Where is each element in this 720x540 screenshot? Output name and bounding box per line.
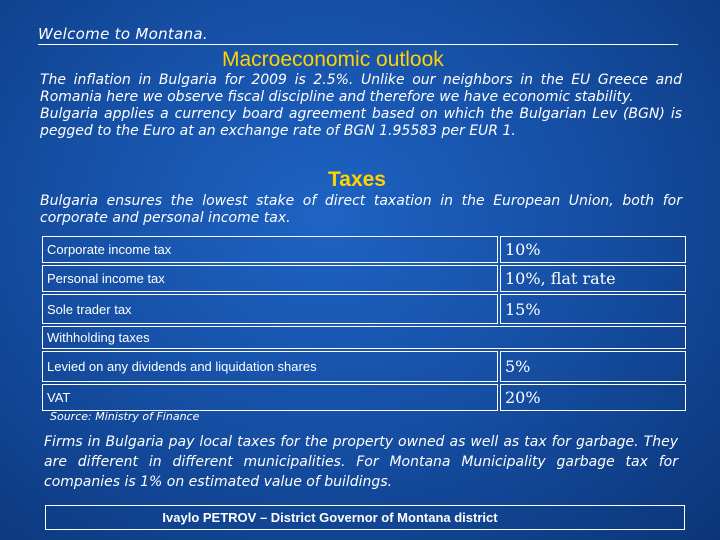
local-taxes-paragraph: Firms in Bulgaria pay local taxes for the property owned as well as tax for garbage. They are different in different municipalities. For Montana Municipality garbage tax for companies is 1% on estimated value of buildings. (44, 434, 678, 490)
footer-box (45, 505, 685, 530)
table-row (42, 265, 686, 292)
tax-value: 15% (500, 294, 686, 324)
tax-label: Levied on any dividends and liquidation shares (42, 351, 498, 382)
source-note: Source: Ministry of Finance (50, 410, 200, 423)
tax-table (40, 234, 688, 413)
tax-value: 10%, flat rate (500, 265, 686, 292)
taxes-title: Taxes (328, 168, 386, 191)
macro-paragraph (40, 72, 682, 140)
tax-value: 10% (500, 236, 686, 263)
tax-label: Withholding taxes (42, 326, 686, 349)
table-row (42, 351, 686, 382)
tax-label: VAT (42, 384, 498, 411)
macro-title: Macroeconomic outlook (222, 48, 444, 71)
table-row (42, 326, 686, 349)
tax-label: Personal income tax (42, 265, 498, 292)
tax-label: Corporate income tax (42, 236, 498, 263)
tax-value: 20% (500, 384, 686, 411)
top-divider (38, 44, 678, 45)
macro-paragraph-line1: The inflation in Bulgaria for 2009 is 2.5%. Unlike our neighbors in the EU Greece and Romania here we observe fiscal discipline and therefore we have economic stability. (40, 72, 682, 105)
table-row (42, 236, 686, 263)
footer-text: Ivaylo PETROV – District Governor of Montana district (162, 510, 498, 525)
tax-value: 5% (500, 351, 686, 382)
table-row (42, 384, 686, 411)
table-row (42, 294, 686, 324)
tax-label: Sole trader tax (42, 294, 498, 324)
macro-paragraph-line2: Bulgaria applies a currency board agreement based on which the Bulgarian Lev (BGN) is pegged to the Euro at an exchange rate of BGN 1.95583 per EUR 1. (40, 106, 682, 139)
welcome-heading: Welcome to Montana. (38, 25, 208, 43)
taxes-paragraph: Bulgaria ensures the lowest stake of direct taxation in the European Union, both for corporate and personal income tax. (40, 193, 682, 226)
